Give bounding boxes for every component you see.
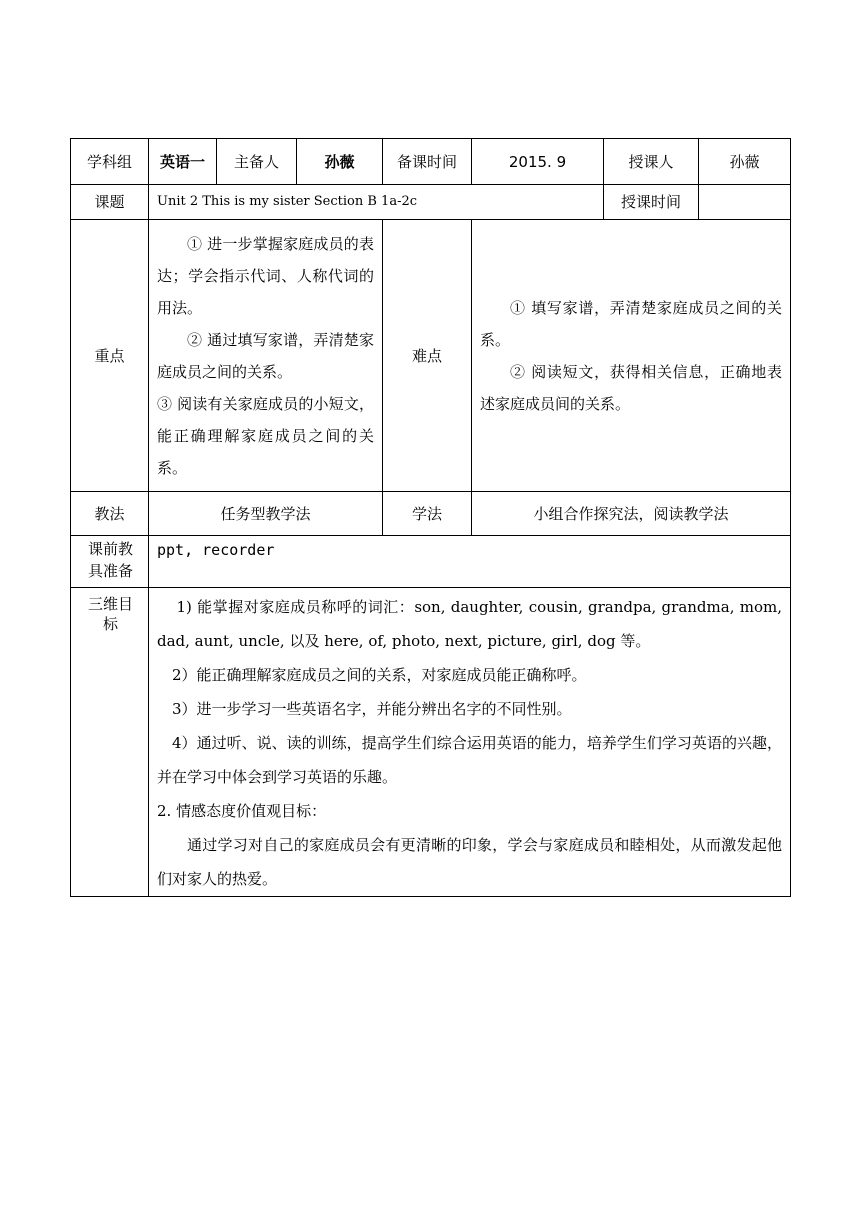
key-point-2: ② 通过填写家谱，弄清楚家庭成员之间的关系。 <box>157 330 374 381</box>
subject-group-value: 英语一 <box>149 139 217 185</box>
teacher-label: 授课人 <box>604 139 699 185</box>
lead-preparer-label: 主备人 <box>217 139 297 185</box>
difficult-point-2: ② 阅读短文，获得相关信息，正确地表述家庭成员间的关系。 <box>480 362 782 413</box>
teach-time-value <box>699 185 791 220</box>
objective-item-4: 4）通过听、说、读的训练，提高学生们综合运用英语的能力，培养学生们学习英语的兴趣，并在学习中体会到学习英语的乐趣。 <box>157 734 782 786</box>
difficult-points-cell <box>472 220 791 492</box>
subject-group-label: 学科组 <box>71 139 149 185</box>
difficult-label: 难点 <box>383 220 472 492</box>
objective-item-3: 3）进一步学习一些英语名字，并能分辨出名字的不同性别。 <box>172 700 572 718</box>
objective-item-1: 1) 能掌握对家庭成员称呼的词汇：son, daughter, cousin, grandpa, grandma, mom, dad, aunt, uncle, 以及 here, of, photo, next, picture, girl, dog 等。 <box>157 598 782 650</box>
objectives-cell <box>149 588 791 897</box>
learning-method-label: 学法 <box>383 492 472 536</box>
lead-preparer-value: 孙薇 <box>297 139 383 185</box>
teaching-method-value: 任务型教学法 <box>149 492 383 536</box>
lesson-plan-table <box>70 138 791 897</box>
objective-item-2: 2）能正确理解家庭成员之间的关系，对家庭成员能正确称呼。 <box>172 666 587 684</box>
tools-row <box>71 536 791 588</box>
topic-value: Unit 2 This is my sister Section B 1a-2c <box>149 185 604 220</box>
teacher-value: 孙薇 <box>699 139 791 185</box>
topic-label: 课题 <box>71 185 149 220</box>
difficult-point-1: ① 填写家谱，弄清楚家庭成员之间的关系。 <box>480 298 782 349</box>
teach-time-label: 授课时间 <box>604 185 699 220</box>
key-point-1: ① 进一步掌握家庭成员的表达；学会指示代词、人称代词的用法。 <box>157 234 374 317</box>
header-row <box>71 139 791 185</box>
key-point-3: ③ 阅读有关家庭成员的小短文，能正确理解家庭成员之间的关系。 <box>157 394 374 477</box>
teaching-method-label: 教法 <box>71 492 149 536</box>
key-points-row <box>71 220 791 492</box>
learning-method-value: 小组合作探究法，阅读教学法 <box>472 492 791 536</box>
prep-time-label: 备课时间 <box>383 139 472 185</box>
topic-row <box>71 185 791 220</box>
key-label: 重点 <box>71 220 149 492</box>
objectives-row <box>71 588 791 897</box>
method-row <box>71 492 791 536</box>
objectives-label: 三维目标 <box>71 588 149 897</box>
objective-heading-affective: 2. 情感态度价值观目标： <box>157 802 327 820</box>
prep-time-value: 2015. 9 <box>472 139 604 185</box>
tools-label: 课前教具准备 <box>71 536 149 588</box>
tools-value: ppt, recorder <box>149 536 791 588</box>
objective-item-affective: 通过学习对自己的家庭成员会有更清晰的印象，学会与家庭成员和睦相处，从而激发起他们对家人的热爱。 <box>157 836 782 888</box>
key-points-cell <box>149 220 383 492</box>
